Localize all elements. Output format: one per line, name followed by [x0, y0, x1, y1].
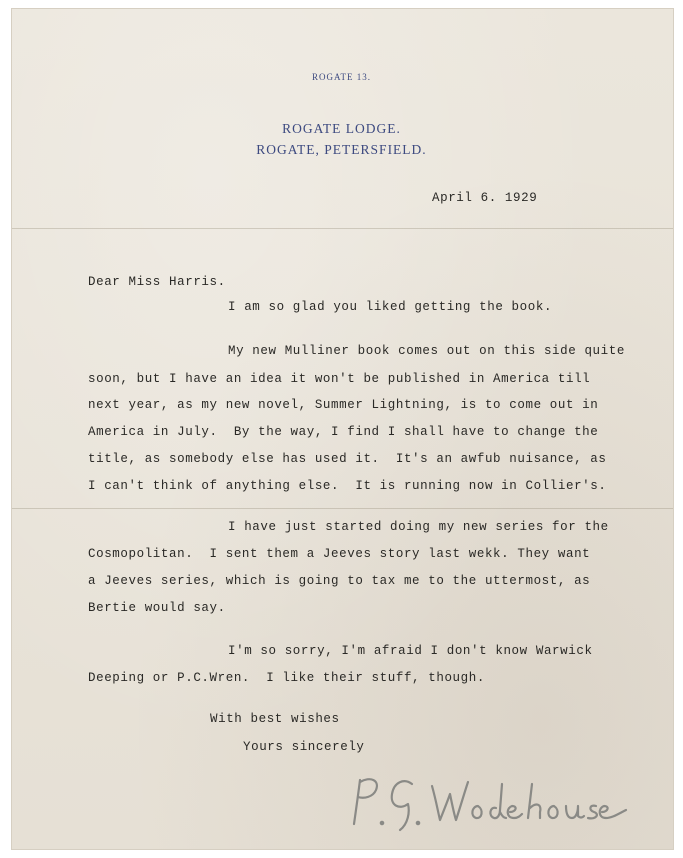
paragraph-line: soon, but I have an idea it won't be published in America till	[88, 372, 591, 386]
paragraph-line: Deeping or P.C.Wren. I like their stuff, though.	[88, 671, 485, 685]
letterhead-name: ROGATE LODGE.	[282, 121, 401, 136]
paragraph-line: title, as somebody else has used it. It's an awfub nuisance, as	[88, 452, 607, 466]
salutation: Dear Miss Harris.	[88, 275, 226, 289]
letter-date: April 6. 1929	[432, 191, 538, 205]
closing-line: Yours sincerely	[243, 740, 365, 754]
fold-line	[12, 228, 673, 229]
paragraph-line: I am so glad you liked getting the book.	[228, 300, 553, 314]
closing-line: With best wishes	[210, 712, 340, 726]
handwritten-signature-icon	[346, 772, 636, 832]
paragraph-line: next year, as my new novel, Summer Lightning, is to come out in	[88, 398, 599, 412]
paragraph-line: I have just started doing my new series for the	[228, 520, 609, 534]
letterhead-phone: ROGATE 13.	[312, 72, 371, 82]
paragraph-line: I'm so sorry, I'm afraid I don't know Warwick	[228, 644, 593, 658]
fold-line	[12, 508, 673, 509]
paragraph-line: Bertie would say.	[88, 601, 226, 615]
paragraph-line: Cosmopolitan. I sent them a Jeeves story last wekk. They want	[88, 547, 591, 561]
letterhead-address: ROGATE, PETERSFIELD.	[256, 142, 427, 157]
paragraph-line: America in July. By the way, I find I shall have to change the	[88, 425, 599, 439]
paragraph-line: I can't think of anything else. It is running now in Collier's.	[88, 479, 607, 493]
paragraph-line: a Jeeves series, which is going to tax me to the uttermost, as	[88, 574, 591, 588]
paragraph-line: My new Mulliner book comes out on this side quite	[228, 344, 625, 358]
